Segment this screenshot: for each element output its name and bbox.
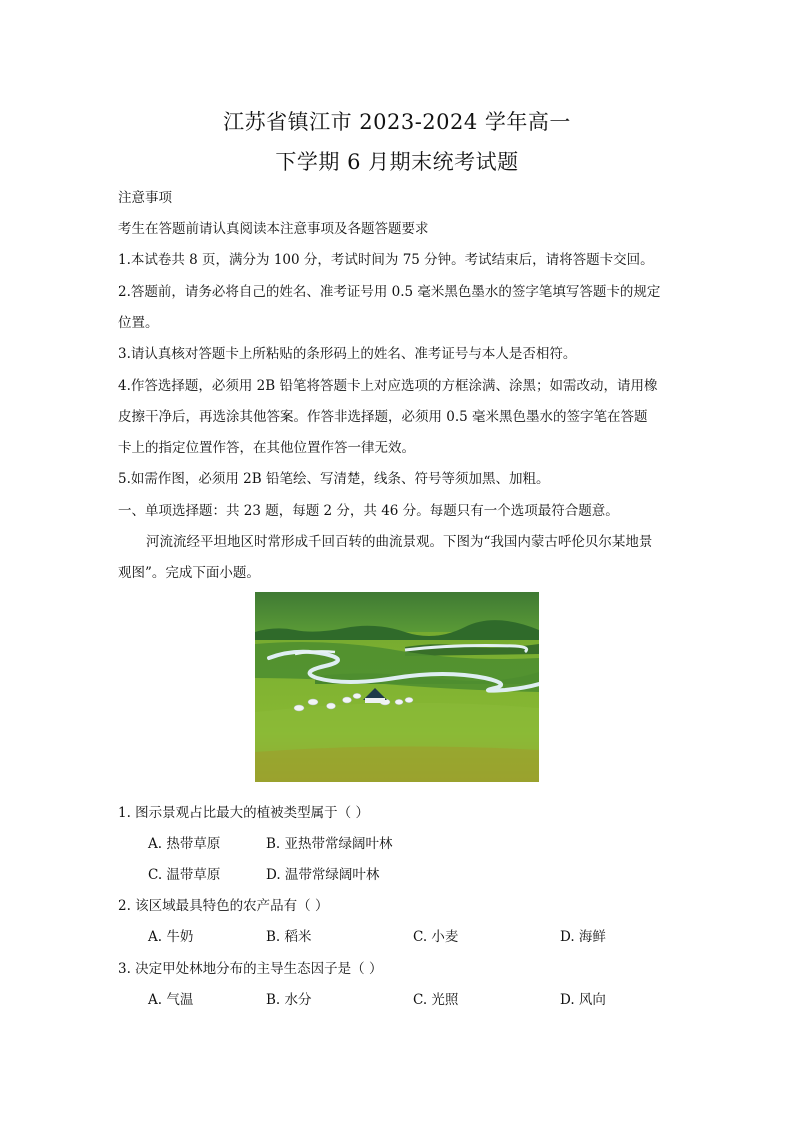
option-b: B. 亚热带常绿阔叶林: [266, 836, 393, 852]
exam-title-line-2: 下学期 6 月期末统考试题: [275, 150, 519, 174]
note-line: 5.如需作图，必须用 2B 铅笔绘、写清楚，线条、符号等须加黑、加粗。: [118, 471, 550, 487]
notice-intro: 考生在答题前请认真阅读本注意事项及各题答题要求: [118, 221, 429, 237]
option-c: C. 温带草原: [148, 867, 221, 883]
notice-heading: 注意事项: [118, 190, 172, 206]
note-line: 4.作答选择题，必须用 2B 铅笔将答题卡上对应选项的方框涂满、涂黑；如需改动，请用橡: [118, 378, 658, 394]
note-line: 3.请认真核对答题卡上所粘贴的条形码上的姓名、准考证号与本人是否相符。: [118, 346, 577, 362]
grassland-landscape-photo: [255, 592, 539, 782]
option-d: D. 温带常绿阔叶林: [266, 867, 380, 883]
note-line: 2.答题前，请务必将自己的姓名、准考证号用 0.5 毫米黑色墨水的签字笔填写答题卡的规定: [118, 284, 661, 300]
question-stem: 1. 图示景观占比最大的植被类型属于（ ）: [118, 805, 369, 821]
option-a: A. 气温: [148, 992, 194, 1008]
option-a: A. 牛奶: [148, 929, 194, 945]
passage-line: 河流流经平坦地区时常形成千回百转的曲流景观。下图为“我国内蒙古呼伦贝尔某地景: [146, 534, 653, 550]
option-d: D. 风向: [560, 992, 606, 1008]
note-line: 皮擦干净后，再选涂其他答案。作答非选择题，必须用 0.5 毫米黑色墨水的签字笔在答题: [118, 409, 648, 425]
passage-line: 观图”。完成下面小题。: [118, 565, 260, 581]
exam-title-line-1: 江苏省镇江市 2023-2024 学年高一: [223, 110, 571, 134]
question-stem: 2. 该区域最具特色的农产品有（ ）: [118, 898, 329, 914]
option-c: C. 光照: [413, 992, 459, 1008]
note-line: 位置。: [118, 315, 159, 331]
note-line: 卡上的指定位置作答，在其他位置作答一律无效。: [118, 440, 415, 456]
option-c: C. 小麦: [413, 929, 459, 945]
option-b: B. 水分: [266, 992, 312, 1008]
option-b: B. 稻米: [266, 929, 312, 945]
option-a: A. 热带草原: [148, 836, 221, 852]
option-d: D. 海鲜: [560, 929, 606, 945]
section-heading: 一、单项选择题：共 23 题，每题 2 分，共 46 分。每题只有一个选项最符合题意。: [118, 503, 619, 519]
note-line: 1.本试卷共 8 页，满分为 100 分，考试时间为 75 分钟。考试结束后，请将答题卡交回。: [118, 252, 654, 268]
question-stem: 3. 决定甲处林地分布的主导生态因子是（ ）: [118, 961, 383, 977]
